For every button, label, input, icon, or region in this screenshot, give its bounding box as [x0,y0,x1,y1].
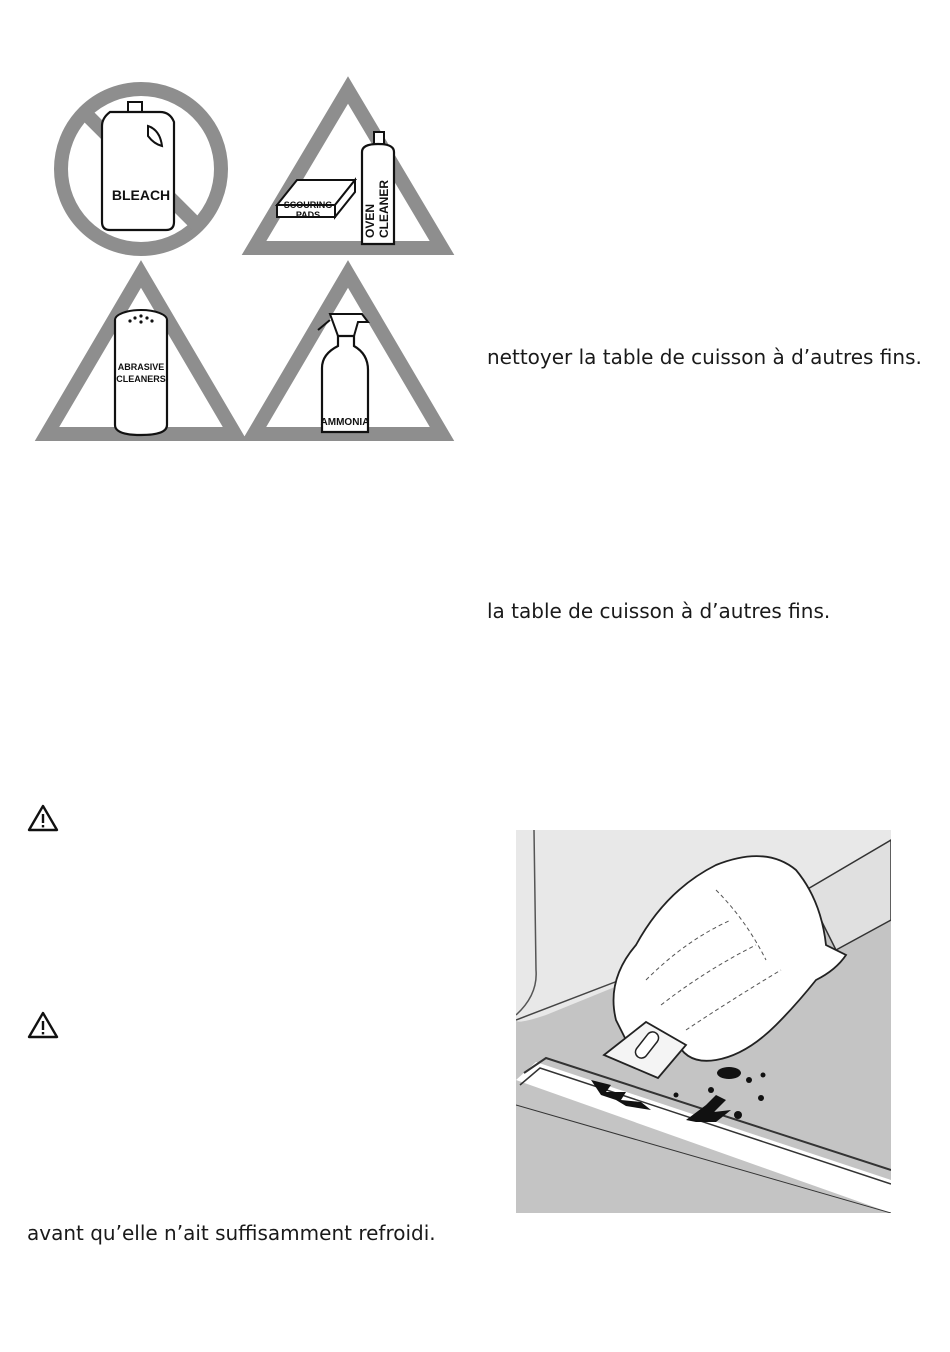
abrasive-label-2: CLEANERS [116,374,166,384]
abrasive-cleaners-warning-icon [47,274,235,435]
text-line-3: avant qu’elle n’ait suffisamment refroidi. [27,1221,436,1245]
scouring-label-2: PADS [295,210,321,220]
scouring-oven-warning-icon [254,90,442,248]
prohibited-cleaners-illustration [30,70,460,450]
warning-icon [27,804,59,832]
text-line-1: nettoyer la table de cuisson à d’autres fins. [487,345,922,369]
scouring-label-1: SCOURING [283,200,333,210]
bleach-prohibited-icon [61,89,221,249]
abrasive-label-1: ABRASIVE [117,362,165,372]
oven-label-1: OVEN [363,203,377,238]
oven-label-2: CLEANER [377,179,391,238]
cooktop-scraper-illustration [516,830,891,1213]
text-line-2: la table de cuisson à d’autres fins. [487,599,831,623]
ammonia-warning-icon [254,274,442,434]
ammonia-label: AMMONIA [320,417,370,428]
bleach-label: BLEACH [111,187,171,203]
warning-icon [27,1011,59,1039]
